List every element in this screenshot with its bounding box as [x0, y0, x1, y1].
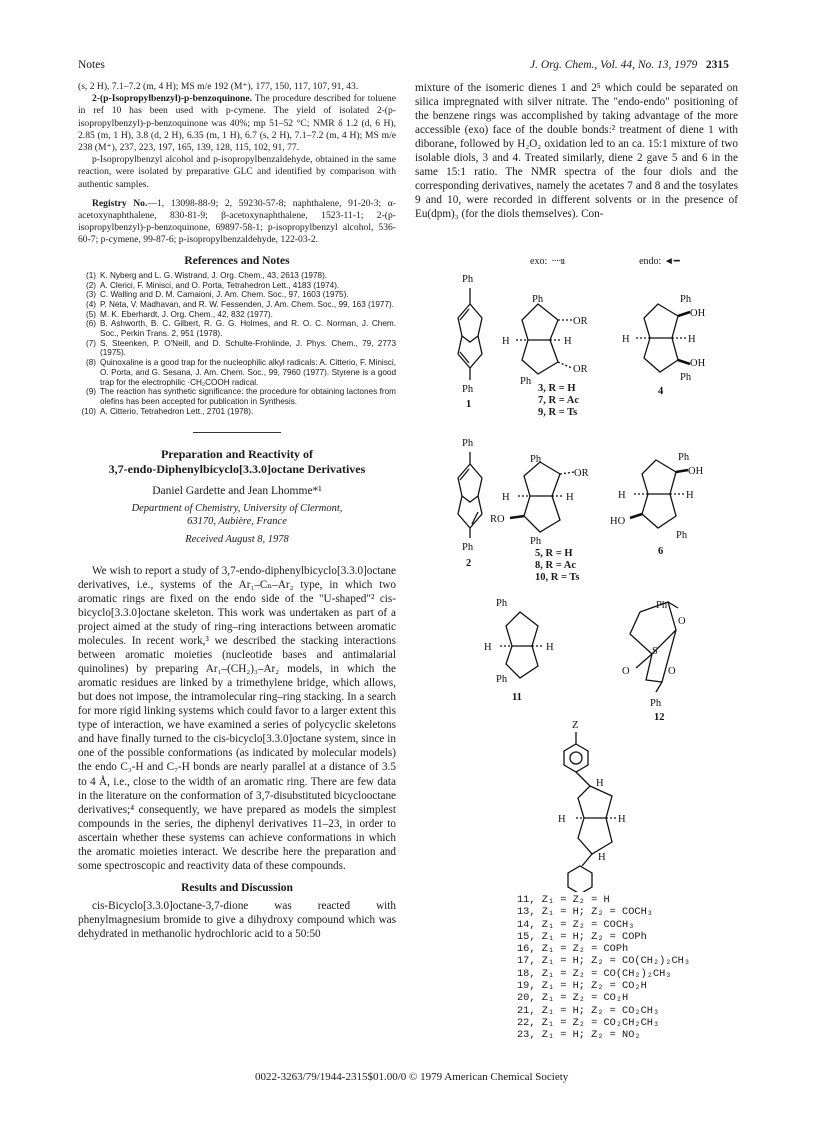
c5-h-right: H — [566, 492, 574, 503]
reference-item — [78, 310, 396, 320]
compound-5-structure — [510, 462, 574, 532]
quinone-text: The procedure described for toluene in ref 10 has been used with p-cymene. The yield of isolated 2-(p-isopropylbenzyl)-p-benzoquinone was 40%; mp 51–52 °C; NMR δ 1.2 (d, 6 H), 2.85 (m, 1 H), 3.8 (d, 2 H), 6.35 (m, 1 H), 6.7 (s, 2 H), 7.1–7.2 (m, 4 H); MS m/e 238 (M⁺), 237, 223, 197, 165, 139, 128, 115, 102, 91, 77. — [78, 93, 396, 154]
reference-item — [78, 387, 396, 406]
label-compound-1: 1 — [466, 399, 472, 410]
compound-11-structure — [500, 612, 544, 678]
z1-label: Z — [572, 720, 579, 731]
reference-text: A. Citterio, Tetrahedron Lett., 2701 (1978). — [100, 406, 254, 416]
endo-bond-icon: ◄━ — [663, 256, 680, 267]
c11-h-left: H — [484, 642, 492, 653]
reference-number: (4) — [85, 299, 96, 309]
reference-number: (3) — [85, 290, 96, 300]
c3-ph-top: Ph — [532, 294, 544, 305]
registry-label: Registry No. — [92, 197, 148, 209]
article-title — [78, 447, 396, 477]
c12-ph-top: Ph — [656, 600, 668, 611]
registry-text: —1, 13098-88-9; 2, 59230-57-8; naphthalene, 91-20-3; α-acetoxynaphthalene, 830-81-9; β-acetoxynaphthalene, 1523-11-1; 2-(p-isopropylbenzyl)-p-benzoquinone, 69897-58-1; p-isopropylbenzyl alcohol, 536-60-7; p-cymene, 99-87-6; p-isopropylbenzaldehyde, 122-03-2. — [78, 197, 396, 246]
quinone-title: 2-(p-Isopropylbenzyl)-p-benzoquinone. — [92, 93, 253, 105]
reference-item — [78, 319, 396, 338]
results-paragraph: cis-Bicyclo[3.3.0]octane-3,7-dione was reacted with phenylmagnesium bromide to give a dihydroxy compound which was dehydrated in methanolic hydrochloric acid to a 50:50 — [78, 900, 396, 941]
left-column — [78, 81, 396, 941]
derivative-item: 14, Z₁ = Z₂ = COCH₃ — [517, 918, 635, 931]
large-h-top: H — [596, 778, 604, 789]
reference-number: (10) — [81, 406, 96, 416]
c3-ph-bottom: Ph — [520, 376, 532, 387]
reference-item — [78, 271, 396, 281]
c12-s: S — [652, 646, 658, 657]
c11-ph-top: Ph — [496, 598, 508, 609]
c6-ph-top: Ph — [678, 452, 690, 463]
quinone-paragraph — [78, 93, 396, 154]
results-heading: Results and Discussion — [181, 881, 293, 894]
right-column-text — [415, 81, 738, 221]
authors: Daniel Gardette and Jean Lhomme*¹ — [152, 485, 322, 498]
affiliation-line-1: Department of Chemistry, University of Clermont, — [131, 502, 343, 514]
reference-text: Quinoxaline is a good trap for the nucleophilic alkyl radicals: A. Citterio, F. Minisci, O. Porta, and G. Sesana, J. Am. Chem. Soc., 99, 7960 (1977). Styrene is a good trap for the electrophilic ·CH₂COOH radical. — [100, 358, 396, 387]
exo-bond-icon: ····ıı — [549, 256, 565, 267]
caption-8-line: 8, R = Ac — [535, 560, 576, 572]
c5-or: OR — [574, 468, 589, 479]
c4-h-left: H — [622, 334, 630, 345]
compound-1-structure — [458, 288, 482, 380]
journal-volume: Vol. 44, No. 13, 1979 — [600, 59, 698, 71]
reference-text: The reaction has synthetic significance: the procedure for obtaining lactones from olefins has been accepted for publication in Synthesis. — [100, 387, 396, 406]
reference-item — [78, 407, 396, 417]
c3-h-left: H — [502, 336, 510, 347]
legend-endo: endo: — [639, 256, 662, 267]
c5-ph-top: Ph — [530, 454, 542, 465]
reference-number: (2) — [85, 280, 96, 290]
derivative-item: 13, Z₁ = H; Z₂ = COCH₃ — [517, 906, 653, 919]
reference-text: C. Walling and D. M. Camaioni, J. Am. Chem. Soc., 97, 1603 (1975). — [100, 290, 349, 300]
derivative-item: 17, Z₁ = H; Z₂ = CO(CH₂)₂CH₃ — [517, 955, 691, 968]
caption-3-line: 3, R = H — [538, 383, 576, 394]
alcohol-paragraph: p-Isopropylbenzyl alcohol and p-isopropylbenzaldehyde, obtained in the same reaction, were isolated by preparative GLC and identified by comparison with authentic samples. — [78, 154, 396, 190]
affiliation — [78, 502, 396, 528]
experimental-fragment: (s, 2 H), 7.1–7.2 (m, 4 H); MS m/e 192 (M⁺), 177, 150, 117, 107, 91, 43. — [78, 81, 359, 92]
reference-text: S. Steenken, P. O'Neill, and D. Schulte-Frohlinde, J. Phys. Chem., 79, 2773 (1975). — [100, 338, 396, 358]
compound-2-structure — [458, 452, 482, 538]
label-compound-2: 2 — [466, 558, 472, 569]
derivative-item: 23, Z₁ = H; Z₂ = NO₂ — [517, 1029, 641, 1042]
c6-h-right: H — [686, 490, 694, 501]
large-h-left: H — [558, 814, 566, 825]
c12-o-top: O — [678, 616, 686, 627]
reference-number: (9) — [85, 387, 96, 397]
label-compound-11: 11 — [512, 692, 522, 703]
right-paragraph: mixture of the isomeric dienes 1 and 2⁵ which could be separated on silica impregnated with silver nitrate. The "endo-endo" positioning of the benzene rings was accomplished by taking advantage of the more accessible (exo) face of the double bonds:² treatment of diene 1 with diborane, followed by H₂O₂ oxidation led to an ca. 15:1 mixture of two isolable diols, 3 and 4. Treated similarly, diene 2 gave 5 and 6 in the same 15:1 ratio. The NMR spectra of the four diols and the corresponding derivatives, namely the acetates 7 and 8 and the tosylates 9 and 10, were recorded in different solvents or in the presence of Eu(dpm)₃ (for the diols themselves). Con- — [415, 82, 738, 221]
reference-text: P. Neta, V. Madhavan, and R. W. Fessenden, J. Am. Chem. Soc., 99, 163 (1977). — [100, 299, 394, 309]
c1-ph-bottom: Ph — [462, 384, 474, 395]
label-compound-12: 12 — [654, 712, 665, 723]
compound-4-structure — [636, 304, 690, 372]
references-heading: References and Notes — [184, 254, 290, 267]
c11-h-right: H — [546, 642, 554, 653]
c3-or-top: OR — [573, 316, 588, 327]
c6-h-left: H — [618, 490, 626, 501]
running-head-journal — [530, 59, 729, 71]
derivative-item: 15, Z₁ = H; Z₂ = COPh — [517, 930, 647, 943]
c4-oh-bottom: OH — [690, 358, 706, 369]
derivative-item: 20, Z₁ = Z₂ = CO₂H — [517, 992, 629, 1005]
reference-text: A. Clerici, F. Minisci, and O. Porta, Tetrahedron Lett., 4183 (1974). — [100, 280, 340, 290]
structures-figure — [440, 262, 740, 892]
derivative-item: 21, Z₁ = H; Z₂ = CO₂CH₃ — [517, 1004, 660, 1017]
c3-or-bottom: OR — [573, 364, 588, 375]
running-head-section: Notes — [78, 59, 105, 71]
caption-9-line: 9, R = Ts — [538, 407, 578, 419]
label-compound-6: 6 — [658, 546, 664, 557]
reference-number: (6) — [85, 319, 96, 329]
c5-h-left: H — [502, 492, 510, 503]
compound-6-structure — [630, 460, 688, 528]
reference-number: (1) — [85, 270, 96, 280]
reference-item — [78, 290, 396, 300]
references-list — [78, 271, 396, 417]
derivative-item: 22, Z₁ = Z₂ = CO₂CH₂CH₃ — [517, 1016, 660, 1029]
reference-text: B. Ashworth, B. C. Gilbert, R. G. G. Holmes, and R. O. C. Norman, J. Chem. Soc., Perkin Trans. 2, 951 (1978). — [100, 319, 396, 339]
derivative-item: 16, Z₁ = Z₂ = COPh — [517, 943, 629, 956]
c6-ho: HO — [610, 516, 626, 527]
reference-item — [78, 300, 396, 310]
reference-item — [78, 339, 396, 358]
reference-number: (8) — [85, 358, 96, 368]
caption-10-line: 10, R = Ts — [535, 572, 580, 584]
c6-oh: OH — [688, 466, 704, 477]
reference-number: (7) — [85, 338, 96, 348]
divider — [193, 432, 281, 433]
caption-5 — [535, 548, 580, 585]
derivative-item: 11, Z₁ = Z₂ = H — [517, 894, 610, 906]
reference-item — [78, 358, 396, 387]
article-title-line-1: Preparation and Reactivity of — [160, 447, 314, 462]
c5-ro: RO — [490, 514, 505, 525]
large-h-right: H — [618, 814, 626, 825]
page-footer: 0022-3263/79/1944-2315$01.00/0 © 1979 American Chemical Society — [255, 1071, 569, 1083]
journal-name: J. Org. Chem., — [530, 59, 598, 71]
c4-ph-bottom: Ph — [680, 372, 692, 383]
c4-ph-top: Ph — [680, 294, 692, 305]
affiliation-line-2: 63170, Aubière, France — [187, 515, 287, 527]
c12-o-right: O — [668, 666, 676, 677]
c2-ph-bottom: Ph — [462, 542, 474, 553]
c4-oh-top: OH — [690, 308, 706, 319]
legend-exo: exo: — [530, 256, 548, 267]
intro-paragraph: We wish to report a study of 3,7-endo-diphenylbicyclo[3.3.0]octane derivatives, i.e., systems of the Ar₁–Cₙ–Ar₂ type, in which two aromatic rings are fixed on the endo side of the "U-shaped"² cis-bicyclo[3.3.0]octane skeleton. This work was undertaken as part of a project aimed at the study of ring–ring interactions between aromatic molecules. In recent work,³ we described the stacking interactions between aromatic moieties (nucleotide bases and antimalarial quinolines) by preparing Ar₁–(CH₂)₃–Ar₂ models, in which the aromatic residues are linked by a trimethylene bridge, which allows, but does not impose, the intramolecular ring–ring stacking. In a search for more rigid linking systems which could favor to a larger extent this type of interaction, we have examined a series of polycyclic skeletons and have finally turned to the cis-bicyclo[3.3.0]octane system, since in one of the possible conformations (as indicated by molecular models) the endo C₃-H and C₇-H bonds are nearly parallel at a distance of 3.5 to 4 Å, i.e., close to the width of an aromatic ring. There are few data in the literature on the conformation of 3,7-disubstituted bicyclooctane derivatives;⁴ consequently, we have prepared as models the simplest compounds in the series, the diphenyl derivatives 11–23, in order to ascertain whether these systems can achieve conformations in which the aromatic moieties interact. We describe here the preparation and some spectroscopic and reactivity data of these compounds. — [78, 564, 396, 872]
derivative-item: 18, Z₁ = Z₂ = CO(CH₂)₂CH₃ — [517, 967, 672, 980]
registry-paragraph — [78, 198, 396, 247]
c11-ph-bottom: Ph — [496, 674, 508, 685]
c12-ph-bottom: Ph — [650, 698, 662, 709]
reference-item — [78, 281, 396, 291]
c1-ph-top: Ph — [462, 274, 474, 285]
caption-5-line: 5, R = H — [535, 548, 573, 559]
derivative-item: 19, Z₁ = H; Z₂ = CO₂H — [517, 980, 647, 993]
caption-7-line: 7, R = Ac — [538, 395, 579, 407]
c2-ph-top: Ph — [462, 438, 474, 449]
c12-o-left: O — [622, 666, 630, 677]
reference-text: K. Nyberg and L. G. Wistrand, J. Org. Chem., 43, 2613 (1978). — [100, 270, 328, 280]
c6-ph-bottom: Ph — [676, 530, 688, 541]
large-h-bottom: H — [598, 852, 606, 863]
c3-h-right: H — [564, 336, 572, 347]
diphenyl-series-structure — [564, 732, 616, 892]
reference-number: (5) — [85, 309, 96, 319]
label-compound-4: 4 — [658, 386, 664, 397]
c4-h-right: H — [688, 334, 696, 345]
caption-3 — [538, 383, 579, 420]
c5-ph-bottom: Ph — [530, 536, 542, 547]
page-number: 2315 — [705, 59, 729, 71]
derivatives-list — [517, 894, 690, 1042]
article-title-line-2: 3,7-endo-Diphenylbicyclo[3.3.0]octane Derivatives — [108, 462, 366, 477]
received-date: Received August 8, 1978 — [185, 533, 289, 545]
reference-text: M. K. Eberhardt, J. Org. Chem., 42, 832 (1977). — [100, 309, 273, 319]
